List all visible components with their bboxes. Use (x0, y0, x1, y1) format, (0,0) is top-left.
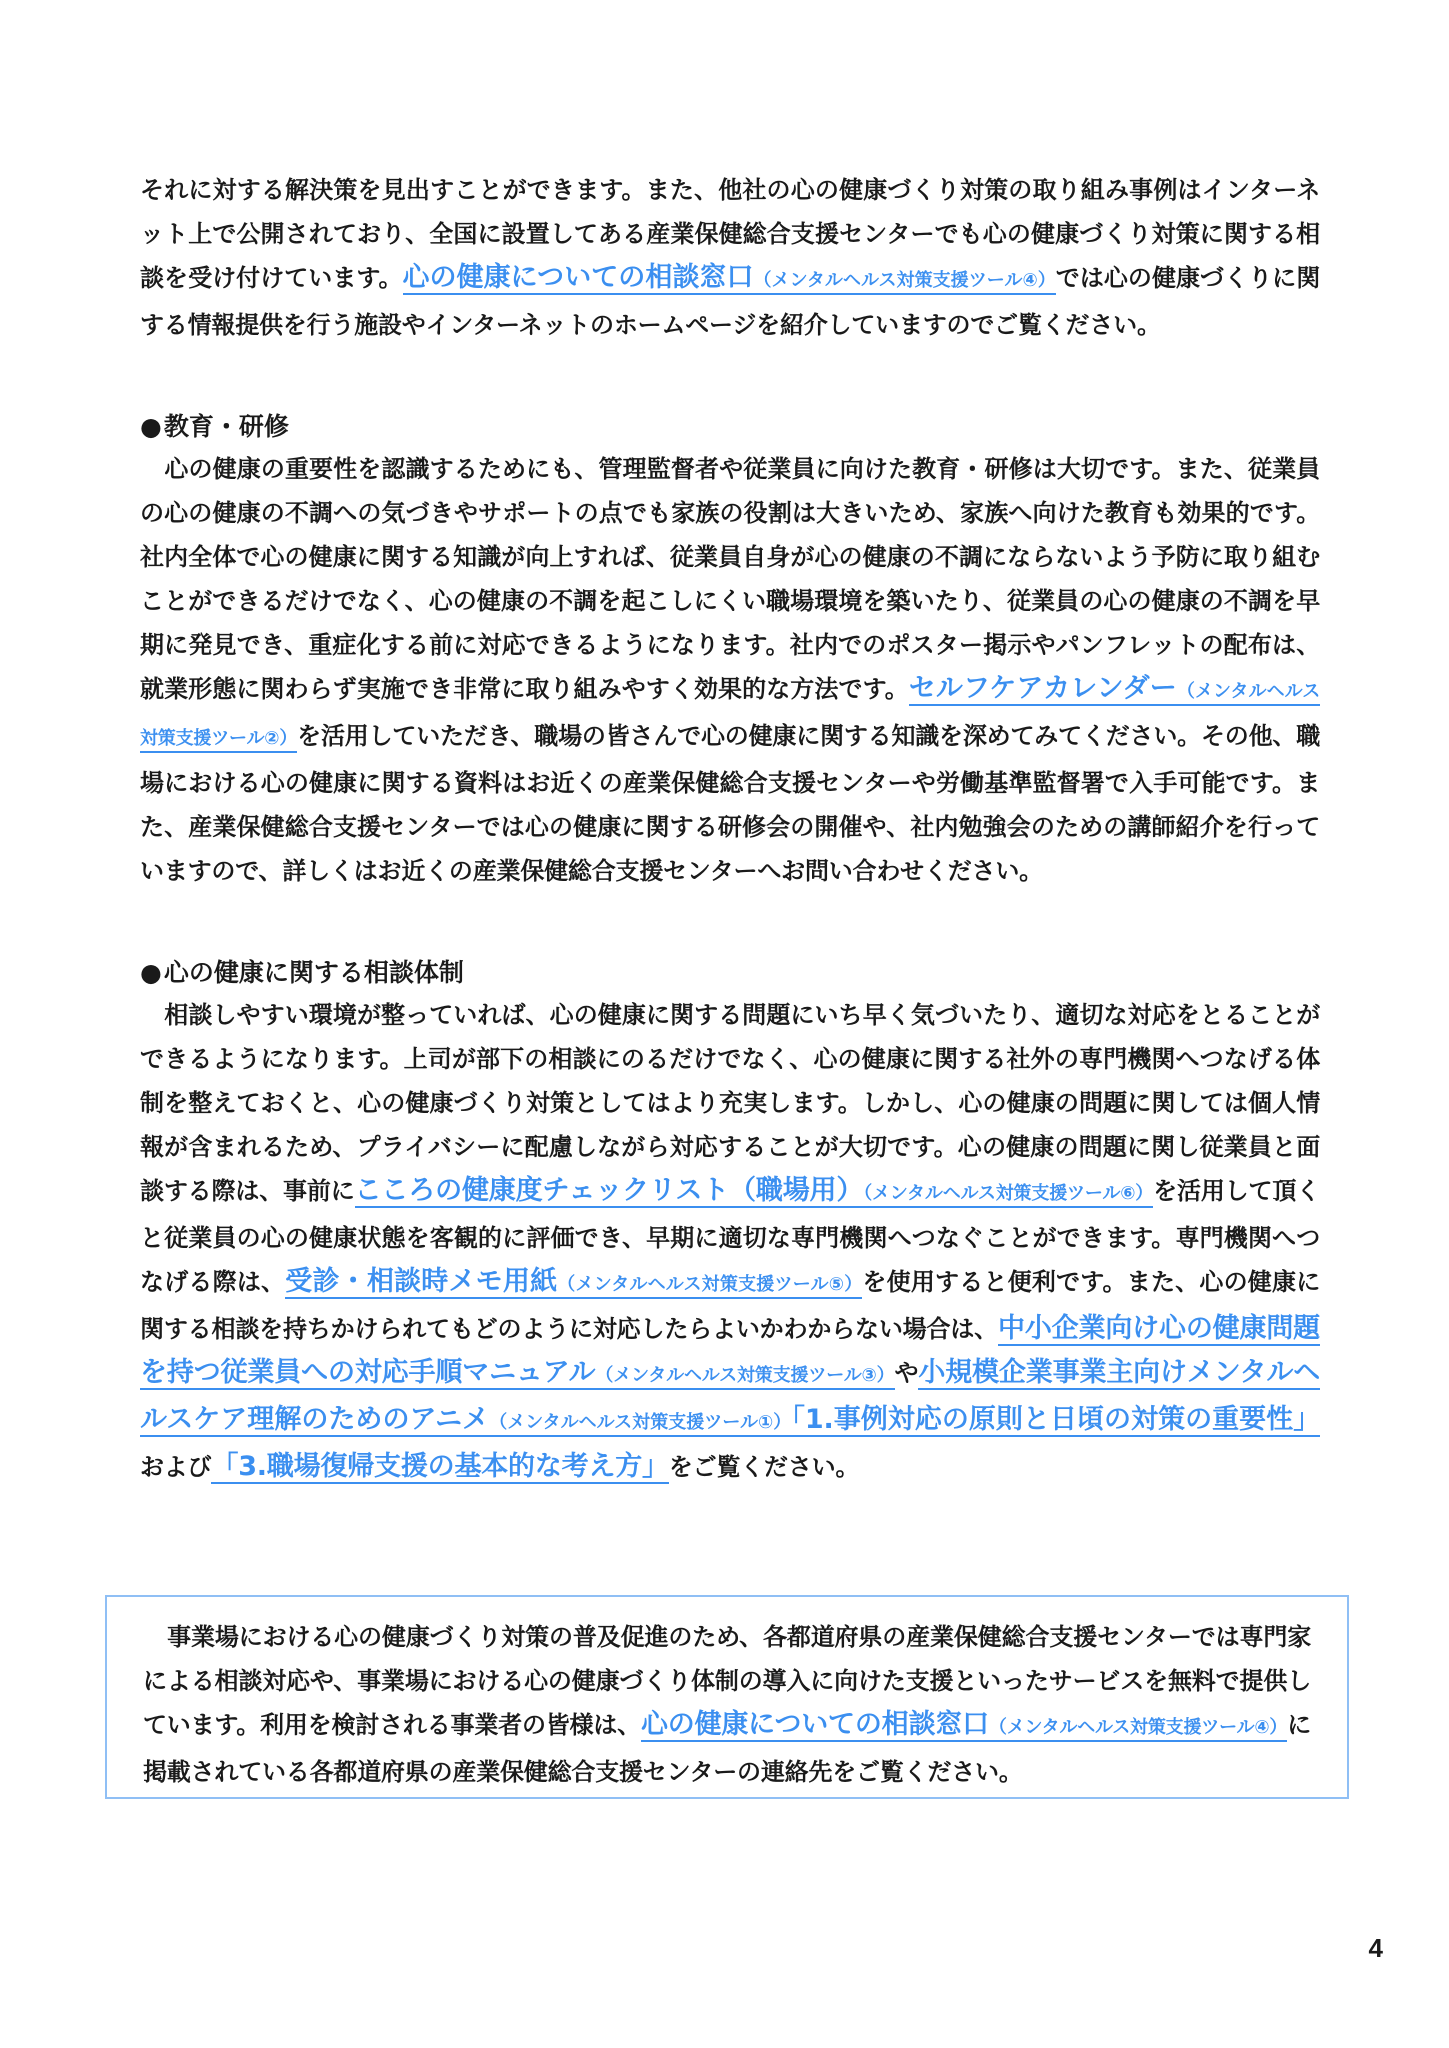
link-manual-tool: （メンタルヘルス対策支援ツール③） (595, 1365, 895, 1386)
section-consultation-paragraph (140, 993, 1320, 1489)
intro-text-1: それに対する解決策を見出すことができます。また、他社の心の健康づくり対策の取り組み事例はインターネット上で公開されており、全国に設置してある産業保健総合支援センターでも心の健康づくり対策に関する相談を受け付けています。 (140, 176, 1320, 292)
bullet-icon: ● (140, 958, 162, 987)
consult-text-2: を活用して頂くと従業員の心の健康状態を客観的に評価でき、早期に適切な専門機関へつなぐことができます。専門機関へつなげる際は、 (140, 1177, 1320, 1296)
link-selfcare-calendar[interactable]: セルフケアカレンダー（メンタルヘルス対策支援ツール②） (140, 673, 1320, 753)
intro-paragraph (140, 168, 1320, 347)
intro-text-2: では心の健康づくりに関する情報提供を行う施設やインターネットのホームページを紹介していますのでご覧ください。 (140, 264, 1320, 339)
consult-text-5: および (140, 1453, 212, 1481)
link-anime-chapter-3[interactable]: 「3.職場復帰支援の基本的な考え方」 (211, 1451, 669, 1482)
consult-text-4: や (894, 1359, 919, 1387)
section-consultation-heading (140, 953, 1320, 993)
link-selfcare-calendar-tool: （メンタルヘルス対策支援ツール②） (140, 681, 1320, 749)
section-consultation-title: 心の健康に関する相談体制 (163, 958, 464, 987)
link-consultation-window[interactable]: 心の健康についての相談窓口（メンタルヘルス対策支援ツール④） (402, 262, 1056, 293)
link-consultation-window-2[interactable]: 心の健康についての相談窓口（メンタルヘルス対策支援ツール④） (640, 1709, 1288, 1740)
education-text-1: 心の健康の重要性を認識するためにも、管理監督者や従業員に向けた教育・研修は大切です。また、従業員の心の健康の不調への気づきやサポートの点でも家族の役割は大きいため、家族へ向けた教育も効果的です。社内全体で心の健康に関する知識が向上すれば、従業員自身が心の健康の不調にならないよう予防に取り組むことができるだけでなく、心の健康の不調を起こしにくい職場環境を築いたり、従業員の心の健康の不調を早期に発見でき、重症化する前に対応できるようになります。社内でのポスター掲示やパンフレットの配布は、就業形態に関わらず実施でき非常に取り組みやすく効果的な方法です。 (140, 455, 1320, 703)
section-education-paragraph (140, 447, 1320, 893)
link-anime[interactable]: 小規模企業事業主向けメンタルヘルスケア理解のためのアニメ（メンタルヘルス対策支援ツール①） (140, 1357, 1320, 1435)
link-manual[interactable]: 中小企業向け心の健康問題を持つ従業員への対応手順マニュアル（メンタルヘルス対策支援ツール③） (140, 1313, 1320, 1388)
link-checklist[interactable]: こころの健康度チェックリスト（職場用）（メンタルヘルス対策支援ツール⑥） (354, 1175, 1154, 1206)
link-consultation-window-tool: （メンタルヘルス対策支援ツール④） (753, 270, 1056, 291)
section-education-heading (140, 407, 1320, 447)
link-consultation-window-2-tool: （メンタルヘルス対策支援ツール④） (988, 1717, 1288, 1738)
notice-text-2: に掲載されている各都道府県の産業保健総合支援センターの連絡先をご覧ください。 (143, 1711, 1311, 1786)
notice-text-1: 事業場における心の健康づくり対策の普及促進のため、各都道府県の産業保健総合支援センターでは専門家による相談対応や、事業場における心の健康づくり体制の導入に向けた支援といったサービスを無料で提供しています。利用を検討される事業者の皆様は、 (143, 1623, 1311, 1739)
section-education (140, 407, 1320, 893)
section-education-title: 教育・研修 (163, 412, 289, 441)
page-number: 4 (1368, 1933, 1383, 1963)
consult-text-6: をご覧ください。 (668, 1453, 860, 1481)
link-anime-tool: （メンタルヘルス対策支援ツール①） (489, 1412, 792, 1433)
notice-box (105, 1595, 1349, 1799)
bullet-icon: ● (140, 412, 162, 441)
document-body (140, 168, 1320, 1489)
notice-paragraph (143, 1615, 1311, 1794)
link-memo-sheet[interactable]: 受診・相談時メモ用紙（メンタルヘルス対策支援ツール⑤） (285, 1266, 863, 1297)
link-anime-chapter-1[interactable]: 「1.事例対応の原則と日頃の対策の重要性」 (791, 1404, 1321, 1435)
consult-text-3: を使用すると便利です。また、心の健康に関する相談を持ちかけられてもどのように対応したらよいかわからない場合は、 (140, 1268, 1321, 1343)
link-checklist-tool: （メンタルヘルス対策支援ツール⑥） (863, 1183, 1154, 1204)
education-text-2: を活用していただき、職場の皆さんで心の健康に関する知識を深めてみてください。その他、職場における心の健康に関する資料はお近くの産業保健総合支援センターや労働基準監督署で入手可能です。また、産業保健総合支援センターでは心の健康に関する研修会の開催や、社内勉強会のための講師紹介を行っていますので、詳しくはお近くの産業保健総合支援センターへお問い合わせください。 (140, 722, 1320, 885)
link-memo-sheet-tool: （メンタルヘルス対策支援ツール⑤） (557, 1274, 863, 1295)
section-consultation (140, 953, 1320, 1489)
consult-text-1: 相談しやすい環境が整っていれば、心の健康に関する問題にいち早く気づいたり、適切な対応をとることができるようになります。上司が部下の相談にのるだけでなく、心の健康に関する社外の専門機関へつなげる体制を整えておくと、心の健康づくり対策としてはより充実します。しかし、心の健康の問題に関しては個人情報が含まれるため、プライバシーに配慮しながら対応することが大切です。心の健康の問題に関し従業員と面談する際は、事前に (140, 1001, 1320, 1205)
